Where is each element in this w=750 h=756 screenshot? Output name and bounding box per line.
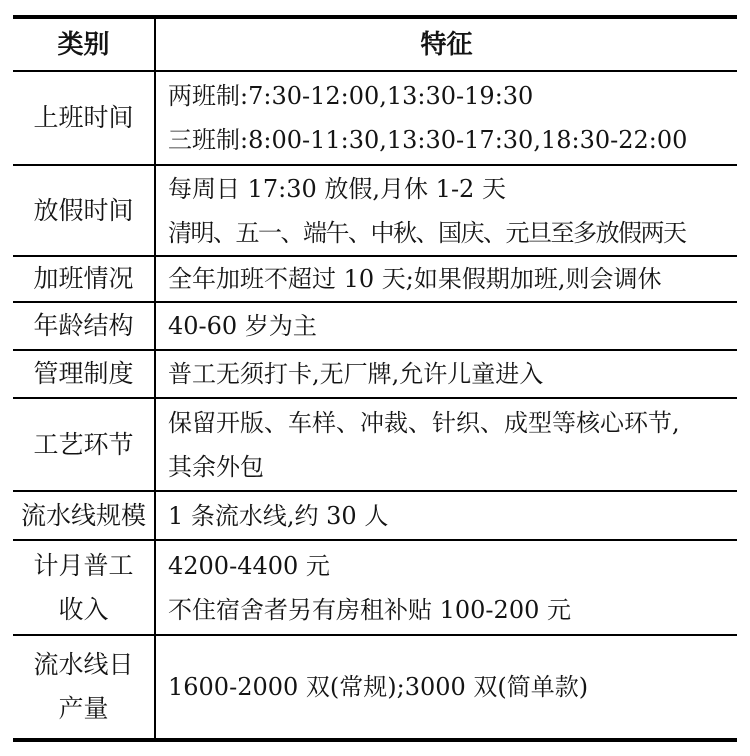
row-label: 上班时间 xyxy=(13,72,156,164)
characteristics-table xyxy=(13,15,737,742)
row-content xyxy=(156,399,737,490)
table-row-age-structure xyxy=(13,301,737,349)
content-line: 三班制:8:00-11:30,13:30-17:30,18:30-22:00 xyxy=(168,126,688,154)
header-cell-category xyxy=(13,19,156,70)
row-content xyxy=(156,166,737,255)
row-content xyxy=(156,636,737,738)
row-label: 流水线规模 xyxy=(13,492,156,539)
content-line: 1 条流水线,约 30 人 xyxy=(168,501,389,530)
table-row-management xyxy=(13,349,737,397)
content-line: 其余外包 xyxy=(168,452,264,481)
content-line: 保留开版、车样、冲裁、针织、成型等核心环节, xyxy=(168,408,680,437)
content-line: 40-60 岁为主 xyxy=(168,312,317,340)
row-label: 流水线日 产量 xyxy=(13,636,156,738)
content-line: 每周日 17:30 放假,月休 1-2 天 xyxy=(168,174,506,203)
content-line: 两班制:7:30-12:00,13:30-19:30 xyxy=(168,82,534,110)
header-cell-feature xyxy=(156,19,737,70)
table-row-monthly-income xyxy=(13,539,737,634)
table-row-work-hours xyxy=(13,70,737,164)
content-line: 清明、五一、端午、中秋、国庆、元旦至多放假两天 xyxy=(168,218,686,247)
row-label: 放假时间 xyxy=(13,166,156,255)
row-content xyxy=(156,72,737,164)
row-label: 加班情况 xyxy=(13,257,156,301)
row-label: 工艺环节 xyxy=(13,399,156,490)
row-content xyxy=(156,351,737,397)
table-row-holidays xyxy=(13,164,737,255)
row-content xyxy=(156,257,737,301)
content-line: 普工无须打卡,无厂牌,允许儿童进入 xyxy=(168,360,544,388)
content-line: 1600-2000 双(常规);3000 双(简单款) xyxy=(168,673,589,701)
row-label: 年龄结构 xyxy=(13,303,156,349)
row-label: 管理制度 xyxy=(13,351,156,397)
content-line: 4200-4400 元 xyxy=(168,551,330,580)
row-content xyxy=(156,492,737,539)
table-header-row xyxy=(13,19,737,70)
content-line: 全年加班不超过 10 天;如果假期加班,则会调休 xyxy=(168,265,662,293)
header-category-label: 类别 xyxy=(57,29,110,60)
table-row-overtime xyxy=(13,255,737,301)
header-feature-label: 特征 xyxy=(420,29,473,60)
row-content xyxy=(156,541,737,634)
table-row-process-steps xyxy=(13,397,737,490)
table-row-line-scale xyxy=(13,490,737,539)
table-row-daily-output xyxy=(13,634,737,738)
row-content xyxy=(156,303,737,349)
content-line: 不住宿舍者另有房租补贴 100-200 元 xyxy=(168,595,571,624)
row-label: 计月普工 收入 xyxy=(13,541,156,634)
